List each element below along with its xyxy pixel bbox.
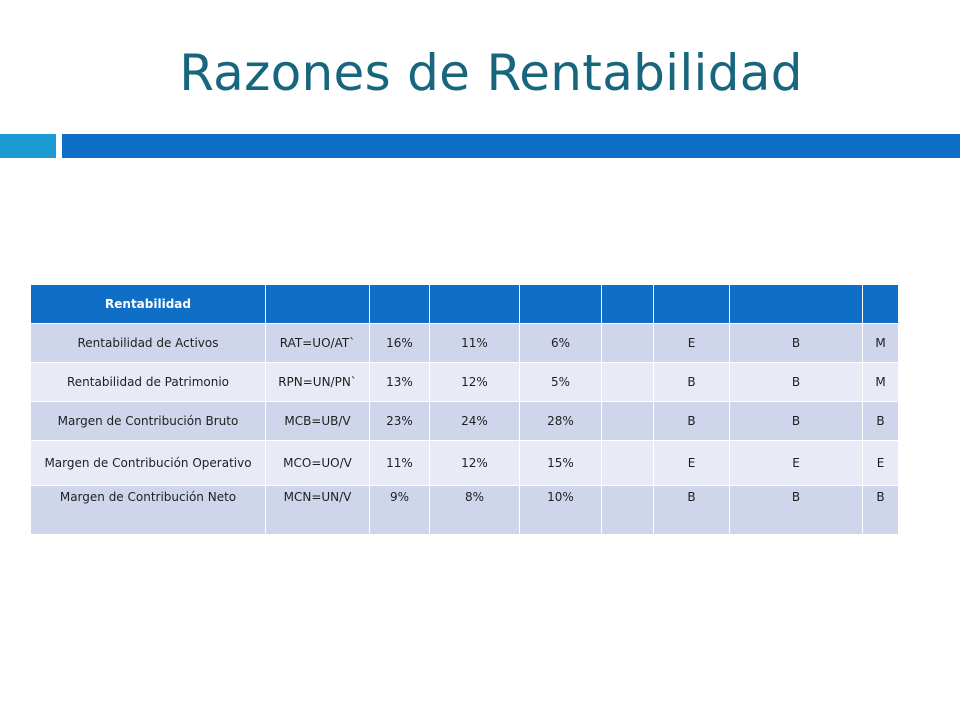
ratio-value-2: 24% xyxy=(430,402,520,441)
ratio-value-1: 11% xyxy=(370,441,430,486)
header-cell-rentabilidad: Rentabilidad xyxy=(31,285,266,324)
ratio-name: Margen de Contribución Neto xyxy=(31,486,266,535)
ratio-value-3: 15% xyxy=(520,441,602,486)
ratio-grade-2: B xyxy=(730,363,863,402)
ratio-grade-3: B xyxy=(863,402,899,441)
ratio-grade-1: E xyxy=(654,324,730,363)
blank-cell xyxy=(602,363,654,402)
accent-bar-large xyxy=(62,134,960,158)
header-cell xyxy=(863,285,899,324)
blank-cell xyxy=(602,486,654,535)
ratio-value-3: 10% xyxy=(520,486,602,535)
accent-bar-small xyxy=(0,134,56,158)
table-row xyxy=(31,486,899,535)
table-row xyxy=(31,402,899,441)
ratio-name: Margen de Contribución Bruto xyxy=(31,402,266,441)
ratio-grade-2: B xyxy=(730,402,863,441)
slide-title: Razones de Rentabilidad xyxy=(179,44,803,102)
ratio-grade-1: B xyxy=(654,363,730,402)
ratio-grade-3: E xyxy=(863,441,899,486)
ratio-formula: RAT=UO/AT` xyxy=(266,324,370,363)
ratio-formula: MCO=UO/V xyxy=(266,441,370,486)
ratio-grade-2: E xyxy=(730,441,863,486)
table-row xyxy=(31,363,899,402)
header-cell xyxy=(370,285,430,324)
ratio-formula: MCN=UN/V xyxy=(266,486,370,535)
blank-cell xyxy=(602,441,654,486)
ratio-value-2: 12% xyxy=(430,441,520,486)
ratio-grade-1: B xyxy=(654,402,730,441)
blank-cell xyxy=(602,324,654,363)
ratio-grade-3: M xyxy=(863,324,899,363)
table-header-row xyxy=(31,285,899,324)
header-cell xyxy=(266,285,370,324)
table-row xyxy=(31,324,899,363)
header-cell xyxy=(654,285,730,324)
ratio-formula: RPN=UN/PN` xyxy=(266,363,370,402)
ratio-value-3: 28% xyxy=(520,402,602,441)
ratio-formula: MCB=UB/V xyxy=(266,402,370,441)
ratio-value-2: 8% xyxy=(430,486,520,535)
header-cell xyxy=(520,285,602,324)
ratio-name: Rentabilidad de Activos xyxy=(31,324,266,363)
ratio-value-1: 13% xyxy=(370,363,430,402)
ratio-grade-3: B xyxy=(863,486,899,535)
ratio-grade-2: B xyxy=(730,324,863,363)
ratio-name: Rentabilidad de Patrimonio xyxy=(31,363,266,402)
ratio-value-3: 5% xyxy=(520,363,602,402)
header-cell xyxy=(730,285,863,324)
table-row xyxy=(31,441,899,486)
ratio-value-2: 11% xyxy=(430,324,520,363)
ratio-value-1: 23% xyxy=(370,402,430,441)
header-cell xyxy=(602,285,654,324)
ratio-value-2: 12% xyxy=(430,363,520,402)
ratio-value-1: 16% xyxy=(370,324,430,363)
ratio-value-3: 6% xyxy=(520,324,602,363)
blank-cell xyxy=(602,402,654,441)
ratio-grade-1: B xyxy=(654,486,730,535)
ratio-grade-2: B xyxy=(730,486,863,535)
ratios-table xyxy=(30,284,899,535)
ratio-grade-3: M xyxy=(863,363,899,402)
header-cell xyxy=(430,285,520,324)
ratio-name: Margen de Contribución Operativo xyxy=(31,441,266,486)
ratio-value-1: 9% xyxy=(370,486,430,535)
ratio-grade-1: E xyxy=(654,441,730,486)
